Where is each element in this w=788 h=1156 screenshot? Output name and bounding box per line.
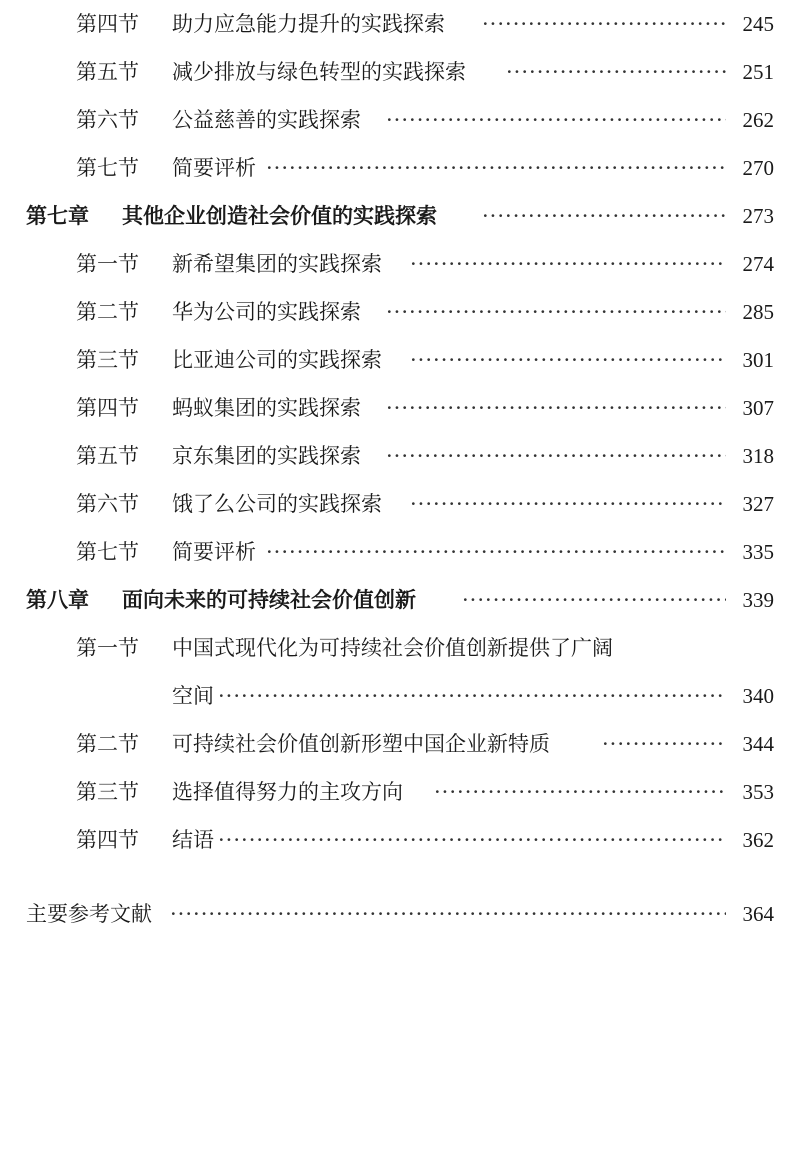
section-label: 第二节 bbox=[76, 732, 139, 756]
page-number: 335 bbox=[742, 540, 774, 564]
toc-entry-continuation[interactable] bbox=[0, 680, 788, 712]
dot-leader bbox=[506, 56, 726, 88]
section-label: 第七节 bbox=[76, 156, 139, 180]
page-number: 273 bbox=[742, 204, 774, 228]
toc-entry[interactable] bbox=[0, 776, 788, 808]
chapter-title: 其他企业创造社会价值的实践探索 bbox=[122, 204, 437, 228]
section-label: 第一节 bbox=[76, 636, 139, 660]
page-number: 307 bbox=[742, 396, 774, 420]
page-number: 327 bbox=[742, 492, 774, 516]
dot-leader bbox=[218, 824, 726, 856]
chapter-label: 第七章 bbox=[26, 204, 89, 228]
entry-title: 选择值得努力的主攻方向 bbox=[172, 780, 403, 804]
dot-leader bbox=[170, 898, 726, 930]
page-number: 262 bbox=[742, 108, 774, 132]
dot-leader bbox=[482, 8, 726, 40]
page-number: 364 bbox=[742, 902, 774, 926]
section-label: 第五节 bbox=[76, 444, 139, 468]
section-label: 第六节 bbox=[76, 492, 139, 516]
toc-entry[interactable] bbox=[0, 440, 788, 472]
entry-title: 简要评析 bbox=[172, 156, 256, 180]
dot-leader bbox=[218, 680, 726, 712]
page-number: 339 bbox=[742, 588, 774, 612]
section-label: 第一节 bbox=[76, 252, 139, 276]
entry-title: 饿了么公司的实践探索 bbox=[172, 492, 382, 516]
toc-entry[interactable] bbox=[0, 296, 788, 328]
dot-leader bbox=[386, 392, 726, 424]
dot-leader bbox=[266, 536, 726, 568]
section-label: 第七节 bbox=[76, 540, 139, 564]
toc-entry[interactable] bbox=[0, 632, 788, 664]
entry-title: 京东集团的实践探索 bbox=[172, 444, 361, 468]
entry-title-continuation: 空间 bbox=[172, 684, 214, 708]
dot-leader bbox=[386, 440, 726, 472]
page-number: 245 bbox=[742, 12, 774, 36]
toc-entry[interactable] bbox=[0, 152, 788, 184]
dot-leader bbox=[434, 776, 726, 808]
toc-chapter-entry[interactable] bbox=[0, 584, 788, 616]
page-number: 353 bbox=[742, 780, 774, 804]
dot-leader bbox=[482, 200, 726, 232]
dot-leader bbox=[266, 152, 726, 184]
section-label: 第六节 bbox=[76, 108, 139, 132]
section-label: 第二节 bbox=[76, 300, 139, 324]
page-number: 251 bbox=[742, 60, 774, 84]
toc-entry[interactable] bbox=[0, 8, 788, 40]
toc-entry[interactable] bbox=[0, 344, 788, 376]
toc-entry[interactable] bbox=[0, 248, 788, 280]
dot-leader bbox=[602, 728, 726, 760]
section-label: 第四节 bbox=[76, 396, 139, 420]
section-label: 第三节 bbox=[76, 348, 139, 372]
entry-title: 简要评析 bbox=[172, 540, 256, 564]
entry-title: 可持续社会价值创新形塑中国企业新特质 bbox=[172, 732, 550, 756]
page-number: 340 bbox=[742, 684, 774, 708]
entry-title: 中国式现代化为可持续社会价值创新提供了广阔 bbox=[172, 636, 613, 660]
toc-entry[interactable] bbox=[0, 56, 788, 88]
dot-leader bbox=[386, 104, 726, 136]
entry-title: 华为公司的实践探索 bbox=[172, 300, 361, 324]
dot-leader bbox=[386, 296, 726, 328]
page-number: 318 bbox=[742, 444, 774, 468]
entry-title: 蚂蚁集团的实践探索 bbox=[172, 396, 361, 420]
chapter-label: 第八章 bbox=[26, 588, 89, 612]
entry-title: 结语 bbox=[172, 828, 214, 852]
toc-entry[interactable] bbox=[0, 104, 788, 136]
section-label: 第四节 bbox=[76, 828, 139, 852]
dot-leader bbox=[410, 248, 726, 280]
section-label: 第三节 bbox=[76, 780, 139, 804]
toc-entry-references[interactable] bbox=[0, 898, 788, 930]
toc-entry[interactable] bbox=[0, 488, 788, 520]
entry-title: 公益慈善的实践探索 bbox=[172, 108, 361, 132]
page-number: 270 bbox=[742, 156, 774, 180]
section-label: 第四节 bbox=[76, 12, 139, 36]
page-number: 362 bbox=[742, 828, 774, 852]
toc-entry[interactable] bbox=[0, 392, 788, 424]
chapter-title: 面向未来的可持续社会价值创新 bbox=[122, 588, 416, 612]
dot-leader bbox=[410, 344, 726, 376]
toc-chapter-entry[interactable] bbox=[0, 200, 788, 232]
entry-title: 减少排放与绿色转型的实践探索 bbox=[172, 60, 466, 84]
entry-title: 比亚迪公司的实践探索 bbox=[172, 348, 382, 372]
toc-entry[interactable] bbox=[0, 728, 788, 760]
page-number: 344 bbox=[742, 732, 774, 756]
toc-entry[interactable] bbox=[0, 824, 788, 856]
dot-leader bbox=[410, 488, 726, 520]
dot-leader bbox=[462, 584, 726, 616]
toc-entry[interactable] bbox=[0, 536, 788, 568]
page-number: 285 bbox=[742, 300, 774, 324]
entry-title: 新希望集团的实践探索 bbox=[172, 252, 382, 276]
page-number: 301 bbox=[742, 348, 774, 372]
entry-title: 助力应急能力提升的实践探索 bbox=[172, 12, 445, 36]
page-number: 274 bbox=[742, 252, 774, 276]
section-label: 第五节 bbox=[76, 60, 139, 84]
entry-title: 主要参考文献 bbox=[26, 902, 152, 926]
